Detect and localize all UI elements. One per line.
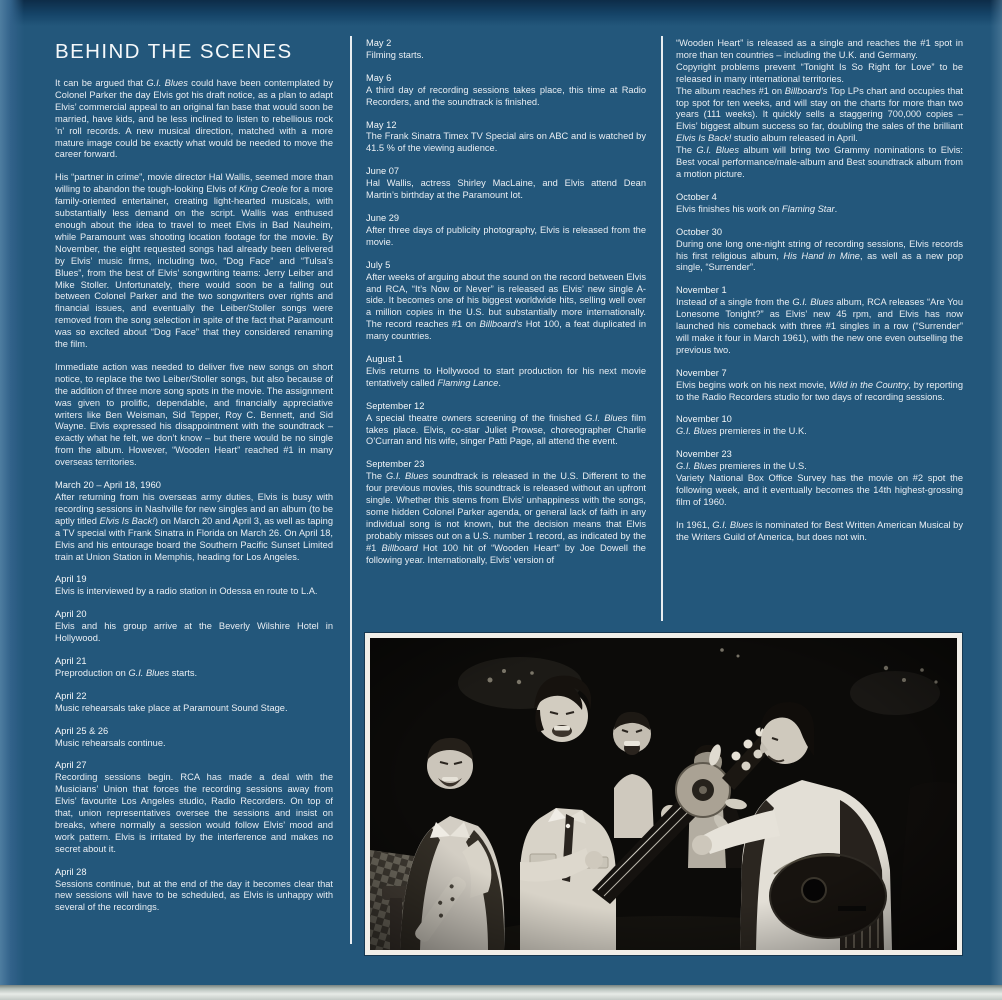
timeline-entry bbox=[55, 609, 333, 645]
middle-column bbox=[366, 38, 646, 578]
entry-text: Elvis is interviewed by a radio station in Odessa en route to L.A. bbox=[55, 586, 318, 597]
left-column bbox=[55, 40, 333, 925]
timeline-entry bbox=[55, 760, 333, 855]
entry-date: November 7 bbox=[676, 367, 727, 378]
paragraph: His “partner in crime”, movie director Hal Wallis, seemed more than willing to abandon the tough-looking Elvis of King Creole for a more family-oriented entertainer, creating light-hearted musicals, with substantially less demand on the script. Wallis was enthused enough about the idea to travel to meet Elvis in Bad Nauheim, while Paramount was shooting location footage for the movie. By November, the eight requested songs had already been delivered by Elvis’ music firms, including two, “Dog Face” and “Tulsa’s Blues”, from the best of Elvis’ songwriting teams: Jerry Leiber and Mike Stoller. Unfortunately, there would soon be a falling out between Colonel Parker and the two songwriters over rights and financial issues, and eventually the Leiber/Stoller songs were removed from the song selection in spite of the fact that Paramount was so excited about “Dog Face” that they considered renaming the film. bbox=[55, 172, 333, 350]
entry-text: Variety National Box Office Survey has the movie on #2 spot the following week, and it eventually becomes the 14th highest-grossing film of 1960. bbox=[676, 473, 963, 507]
entry-date: June 07 bbox=[366, 166, 400, 177]
photo-image bbox=[370, 638, 957, 950]
timeline-entry bbox=[366, 354, 646, 390]
timeline-entry bbox=[366, 120, 646, 156]
lead-paragraphs bbox=[676, 38, 963, 181]
timeline-entry bbox=[55, 480, 333, 563]
entry-text: A special theatre owners screening of the finished G.I. Blues film takes place. Elvis, co-star Juliet Prowse, choreographer Charlie O’Curran and his wife, singer Patti Page, all attend the event. bbox=[366, 412, 646, 447]
scan-edge-left bbox=[0, 0, 24, 986]
right-column bbox=[676, 38, 963, 555]
timeline-entry bbox=[55, 574, 333, 598]
entry-date: April 20 bbox=[55, 609, 87, 620]
entry-text: Hal Wallis, actress Shirley MacLaine, and Elvis attend Dean Martin’s birthday at the Paramount lot. bbox=[366, 178, 646, 201]
paragraph: Immediate action was needed to deliver five new songs on short notice, to replace the two Leiber/Stoller songs, but also because of the addition of three more song spots in the movie. The assignment was given to prolific, dependable, and financially appreciative writers like Ben Weisman, Sid Tepper, Roy C. Bennett, and Sid Wayne. Elvis expressed his disappointment with the soundtrack – exactly what he felt, we don’t know – but there would be no single from the album. However, “Wooden Heart” reached #1 in many overseas territories. bbox=[55, 361, 333, 468]
paragraph: The G.I. Blues album will bring two Grammy nominations to Elvis: Best vocal performance/male-album and Best soundtrack album from a motion picture. bbox=[676, 145, 964, 179]
entry-text: The Frank Sinatra Timex TV Special airs on ABC and is watched by 41.5 % of the viewing audience. bbox=[366, 131, 646, 154]
entry-date: September 23 bbox=[366, 459, 425, 470]
entry-text: Elvis returns to Hollywood to start production for his next movie tentatively called Flaming Lance. bbox=[366, 365, 646, 388]
page-title: BEHIND THE SCENES bbox=[55, 40, 293, 63]
entry-text: Elvis begins work on his next movie, Wild in the Country, by reporting to the Radio Recorders studio for two days of recording sessions. bbox=[676, 379, 963, 402]
timeline-entry bbox=[676, 449, 963, 509]
scan-edge-right bbox=[990, 0, 1002, 986]
entry-date: April 28 bbox=[55, 866, 87, 877]
entry-date: July 5 bbox=[366, 259, 391, 270]
entry-date: April 27 bbox=[55, 760, 87, 771]
timeline-entry bbox=[55, 726, 333, 750]
timeline-entry bbox=[55, 691, 333, 715]
entry-text: Instead of a single from the G.I. Blues album, RCA releases “Are You Lonesome Tonight?” as Elvis’ new 45 rpm, and Elvis has now launched his comeback with three #1 singles in a row (“Surrender” will make it four in March 1961), with the new one even outselling the previous two. bbox=[676, 297, 963, 355]
timeline-entry bbox=[676, 285, 963, 356]
entry-date: March 20 – April 18, 1960 bbox=[55, 480, 161, 491]
entry-date: August 1 bbox=[366, 354, 403, 365]
timeline-entry bbox=[366, 38, 646, 62]
entry-text: After weeks of arguing about the sound on the record between Elvis and RCA, “It’s Now or Never” is released as Elvis’ new single A-side. It becomes one of his biggest worldwide hits, selling well over a million copies in the U.S. but substantially more internationally. The record reaches #1 on Billboard’s Hot 100, a feat duplicated in many countries. bbox=[366, 271, 647, 342]
timeline-entry bbox=[366, 73, 646, 109]
timeline-entry bbox=[676, 192, 963, 216]
paragraph: It can be argued that G.I. Blues could have been contemplated by Colonel Parker the day Elvis got his draft notice, as a plan to adapt Elvis’ commercial appeal to an original fan base that would soon be married, have kids, and be less inclined to listen to rebellious rock ’n’ roll records. A new musical direction, matched with a more mature image could be exactly what would be needed to move the career forward. bbox=[55, 78, 333, 160]
column-divider bbox=[350, 36, 352, 944]
timeline-entry bbox=[366, 166, 646, 202]
entry-text: A third day of recording sessions takes place, this time at Radio Recorders, and the soundtrack is finished. bbox=[366, 84, 646, 107]
paragraph: Copyright problems prevent “Tonight Is So Right for Love” to be released in many international territories. bbox=[676, 61, 963, 84]
entry-text: The G.I. Blues soundtrack is released in the U.S. Different to the four previous movies, this soundtrack is released without an upfront single. Whether this stems from Elvis’ unhappiness with the songs, some hidden Colonel Parker agenda, or general lack of faith in any individual song is not known, but the decision means that Elvis probably misses out on a U.S. number 1 record, as indicated by the #1 Billboard Hot 100 hit of “Wooden Heart” by Joe Dowell the following year. Internationally, Elvis’ version of bbox=[366, 471, 646, 565]
entry-date: October 4 bbox=[676, 191, 717, 202]
timeline-entry bbox=[676, 368, 963, 404]
entry-text: Preproduction on G.I. Blues starts. bbox=[55, 667, 198, 678]
entry-date: June 29 bbox=[366, 212, 400, 223]
entry-date: April 21 bbox=[55, 655, 87, 666]
entry-text: Elvis finishes his work on Flaming Star. bbox=[676, 203, 838, 214]
entry-text: After three days of publicity photography, Elvis is released from the movie. bbox=[366, 224, 646, 247]
timeline-entry bbox=[366, 260, 646, 343]
entry-date: April 25 & 26 bbox=[55, 725, 109, 736]
entry-text: G.I. Blues premieres in the U.K. bbox=[676, 426, 807, 437]
column-divider bbox=[661, 36, 663, 621]
entry-date: November 23 bbox=[676, 449, 732, 460]
entry-date: April 19 bbox=[55, 574, 87, 585]
timeline-entry bbox=[676, 227, 963, 275]
paragraph: “Wooden Heart” is released as a single and reaches the #1 spot in more than ten countries – including the U.K. and Germany. bbox=[676, 38, 963, 60]
entry-date: November 10 bbox=[676, 414, 732, 425]
closing-paragraph: In 1961, G.I. Blues is nominated for Best Written American Musical by the Writers Guild of America, but does not win. bbox=[676, 519, 964, 542]
timeline-entry bbox=[55, 656, 333, 680]
entry-text: Elvis and his group arrive at the Beverly Wilshire Hotel in Hollywood. bbox=[55, 621, 333, 644]
timeline-entry bbox=[676, 414, 963, 438]
scan-edge-bottom bbox=[0, 985, 1002, 1000]
entry-text: After returning from his overseas army duties, Elvis is busy with recording sessions in Nashville for new singles and an album (to be aptly titled Elvis Is Back!) on March 20 and April 3, as well as taping a TV special with Frank Sinatra in Florida on March 26. On April 18, Elvis and his entourage board the Southern Pacific Sunset Limited train at Union Station in Memphis, heading for Los Angeles. bbox=[55, 492, 333, 562]
entry-date: May 6 bbox=[366, 72, 392, 83]
entry-date: April 22 bbox=[55, 690, 87, 701]
scan-edge-top bbox=[0, 0, 1002, 26]
entry-text: Filming starts. bbox=[366, 49, 424, 60]
entry-date: September 12 bbox=[366, 400, 425, 411]
entry-text: Sessions continue, but at the end of the day it becomes clear that new sessions will have to be scheduled, as Elvis is unhappy with several of the recordings. bbox=[55, 878, 333, 913]
entry-text: Music rehearsals take place at Paramount Sound Stage. bbox=[55, 702, 288, 713]
entry-date: May 2 bbox=[366, 38, 392, 48]
timeline-entry bbox=[366, 459, 646, 566]
timeline-entry bbox=[366, 401, 646, 449]
entry-text: During one long one-night string of recording sessions, Elvis records his first religious album, His Hand in Mine, as well as a new pop single, “Surrender”. bbox=[676, 238, 963, 273]
entry-text: G.I. Blues premieres in the U.S. bbox=[676, 461, 807, 472]
entry-text: Recording sessions begin. RCA has made a deal with the Musicians’ Union that forces the recording sessions away from Elvis’ favourite Los Angeles studio, Radio Recorders. On top of that, union representatives oversee the sessions and insist on breaks, where normally a session would follow Elvis’ mood and work pattern. Elvis is irritated by the interference and makes no secret about it. bbox=[55, 772, 333, 854]
paragraph: The album reaches #1 on Billboard’s Top LPs chart and occupies that top spot for ten weeks, and will stay on the charts for more than two years (111 weeks). It quickly sells a staggering 700,000 copies – Elvis’ biggest album success so far, doubling the sales of the brilliant Elvis Is Back! studio album released in April. bbox=[676, 85, 964, 144]
entry-date: May 12 bbox=[366, 119, 397, 130]
timeline-entry bbox=[366, 213, 646, 249]
photo bbox=[365, 633, 962, 955]
timeline-entry bbox=[55, 867, 333, 915]
entry-text: Music rehearsals continue. bbox=[55, 737, 166, 748]
entry-date: October 30 bbox=[676, 226, 722, 237]
entry-date: November 1 bbox=[676, 285, 727, 296]
